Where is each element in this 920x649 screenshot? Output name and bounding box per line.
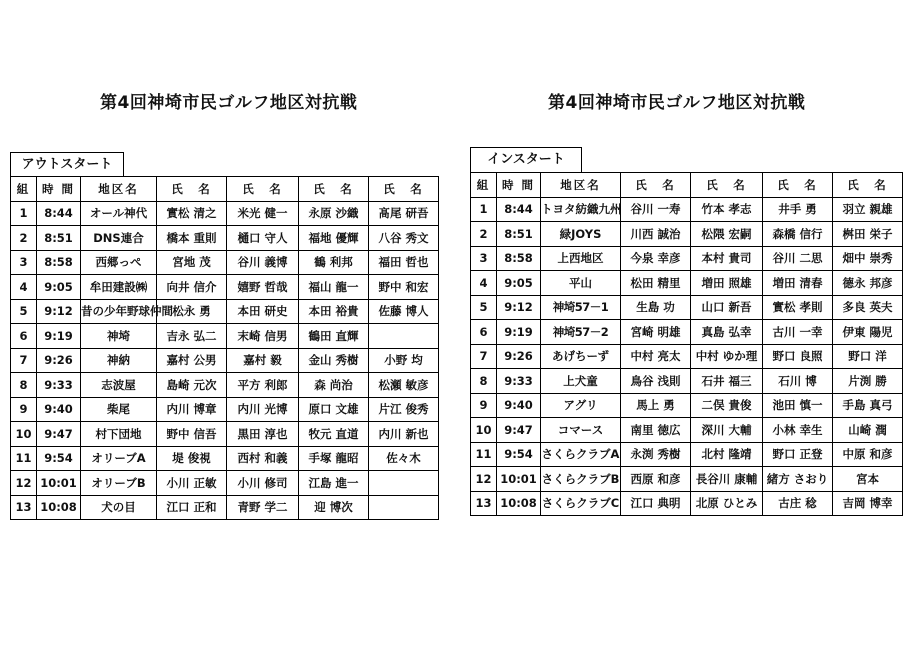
table-row [471,197,903,222]
district-name: 緑JOYS [541,222,621,247]
tee-time: 9:47 [37,422,81,447]
player-name: 山崎 潤 [833,418,903,443]
player-name: 嘉村 公男 [157,348,227,373]
player-name: 永渕 秀樹 [621,442,691,467]
group-number: 6 [471,320,497,345]
player-name: 野口 良照 [763,344,833,369]
player-name: 江口 正和 [157,495,227,520]
column-header: 氏 名 [157,177,227,202]
player-name: 石川 博 [763,369,833,394]
player-name: 牧元 直道 [299,422,369,447]
player-name: 緒方 さおり [763,467,833,492]
group-number: 1 [471,197,497,222]
table-row [11,348,439,373]
group-number: 11 [471,442,497,467]
out-start-label: アウトスタート [10,152,124,178]
player-name: 西原 和彦 [621,467,691,492]
player-name: 片江 俊秀 [369,397,439,422]
table-row [471,491,903,516]
player-name: 多良 英夫 [833,295,903,320]
column-header: 時 間 [37,177,81,202]
player-name: 宮崎 明雄 [621,320,691,345]
player-name: 竹本 孝志 [691,197,763,222]
tee-time: 9:05 [497,271,541,296]
player-name: 川西 誠治 [621,222,691,247]
district-name: さくらクラブB [541,467,621,492]
column-header: 氏 名 [833,173,903,198]
tee-time: 9:12 [497,295,541,320]
player-name: 谷川 義博 [227,250,299,275]
player-name: 北村 隆靖 [691,442,763,467]
district-name: 西郷っぺ [81,250,157,275]
district-name: 神納 [81,348,157,373]
tee-time: 8:51 [497,222,541,247]
player-name: 髙尾 研吾 [369,201,439,226]
district-name: オリーブA [81,446,157,471]
player-name: 本田 研史 [227,299,299,324]
player-name: 江島 進一 [299,471,369,496]
tee-time: 8:51 [37,226,81,251]
group-number: 3 [11,250,37,275]
player-name: 青野 学二 [227,495,299,520]
player-name: 生島 功 [621,295,691,320]
column-header: 氏 名 [227,177,299,202]
table-row [11,397,439,422]
group-number: 8 [471,369,497,394]
player-name: 松隈 宏嗣 [691,222,763,247]
player-name: 鳥谷 浅則 [621,369,691,394]
tee-time: 9:12 [37,299,81,324]
tee-time: 8:44 [37,201,81,226]
player-name: 手塚 龍昭 [299,446,369,471]
player-name [369,471,439,496]
player-name: 八谷 秀文 [369,226,439,251]
player-name: 松瀬 敏彦 [369,373,439,398]
player-name [369,324,439,349]
player-name: 桝田 栄子 [833,222,903,247]
player-name: 黒田 淳也 [227,422,299,447]
group-number: 10 [471,418,497,443]
table-row [11,324,439,349]
group-number: 4 [11,275,37,300]
tee-time: 9:40 [497,393,541,418]
player-name: 小林 幸生 [763,418,833,443]
player-name: 石井 福三 [691,369,763,394]
district-name: オール神代 [81,201,157,226]
out-start-table [10,176,439,520]
table-row [471,295,903,320]
district-name: 柴尾 [81,397,157,422]
player-name: 古川 一幸 [763,320,833,345]
player-name: 今泉 幸彦 [621,246,691,271]
tee-time: 9:33 [37,373,81,398]
player-name: 野口 洋 [833,344,903,369]
player-name: 島崎 元次 [157,373,227,398]
player-name: 德永 邦彦 [833,271,903,296]
district-name: 平山 [541,271,621,296]
player-name: 西村 和義 [227,446,299,471]
column-header: 氏 名 [763,173,833,198]
table-header-row [471,173,903,198]
tee-time: 8:58 [497,246,541,271]
table-row [11,422,439,447]
group-number: 8 [11,373,37,398]
player-name: 古庄 稔 [763,491,833,516]
player-name: 二俣 貴俊 [691,393,763,418]
player-name: 末崎 信男 [227,324,299,349]
tee-time: 9:26 [37,348,81,373]
district-name: コマース [541,418,621,443]
table-row [471,271,903,296]
player-name: 江口 典明 [621,491,691,516]
district-name: 牟田建設㈱ [81,275,157,300]
player-name: 中村 ゆか理 [691,344,763,369]
player-name: 吉永 弘二 [157,324,227,349]
group-number: 5 [471,295,497,320]
column-header: 地区名 [81,177,157,202]
player-name: 野口 正登 [763,442,833,467]
group-number: 12 [471,467,497,492]
group-number: 13 [471,491,497,516]
player-name: 吉岡 博幸 [833,491,903,516]
column-header: 氏 名 [691,173,763,198]
player-name: 畑中 崇秀 [833,246,903,271]
table-row [471,393,903,418]
tee-time: 8:58 [37,250,81,275]
column-header: 組 [471,173,497,198]
district-name: 犬の目 [81,495,157,520]
player-name: 鶴 利邦 [299,250,369,275]
district-name: 上西地区 [541,246,621,271]
district-name: 上犬童 [541,369,621,394]
tee-time: 9:19 [37,324,81,349]
group-number: 1 [11,201,37,226]
player-name: 福山 龍一 [299,275,369,300]
player-name: 中村 亮太 [621,344,691,369]
player-name: 森橋 信行 [763,222,833,247]
player-name: 伊東 陽児 [833,320,903,345]
group-number: 9 [471,393,497,418]
player-name: 金山 秀樹 [299,348,369,373]
player-name: 福田 哲也 [369,250,439,275]
table-row [471,442,903,467]
district-name: 神埼57－2 [541,320,621,345]
column-header: 氏 名 [621,173,691,198]
group-number: 13 [11,495,37,520]
player-name: 堤 俊視 [157,446,227,471]
tee-time: 9:54 [37,446,81,471]
column-header: 氏 名 [369,177,439,202]
player-name: 橋本 重則 [157,226,227,251]
tee-time: 10:08 [37,495,81,520]
player-name: 池田 慎一 [763,393,833,418]
table-row [11,250,439,275]
table-row [11,495,439,520]
group-number: 6 [11,324,37,349]
table-row [11,373,439,398]
left-title: 第4回神埼市民ゴルフ地区対抗戦 [100,93,358,113]
group-number: 2 [471,222,497,247]
table-row [471,418,903,443]
player-name: 原口 文雄 [299,397,369,422]
tee-time: 9:47 [497,418,541,443]
player-name: 嬉野 哲哉 [227,275,299,300]
player-name: 谷川 二思 [763,246,833,271]
district-name: あげちーず [541,344,621,369]
table-row [11,201,439,226]
player-name: 野中 和宏 [369,275,439,300]
player-name: 山口 新吾 [691,295,763,320]
player-name: 松田 精里 [621,271,691,296]
player-name: 小野 均 [369,348,439,373]
district-name: 神埼57－1 [541,295,621,320]
table-row [471,320,903,345]
player-name: 増田 照雄 [691,271,763,296]
player-name: 真島 弘幸 [691,320,763,345]
player-name [369,495,439,520]
table-row [471,369,903,394]
player-name: 中原 和彦 [833,442,903,467]
district-name: さくらクラブC [541,491,621,516]
player-name: 佐藤 博人 [369,299,439,324]
player-name: 馬上 勇 [621,393,691,418]
player-name: 宮地 茂 [157,250,227,275]
right-title: 第4回神埼市民ゴルフ地区対抗戦 [548,93,806,113]
player-name: 本村 貴司 [691,246,763,271]
player-name: 嘉村 毅 [227,348,299,373]
district-name: アグリ [541,393,621,418]
column-header: 氏 名 [299,177,369,202]
district-name: 神埼 [81,324,157,349]
player-name: 北原 ひとみ [691,491,763,516]
district-name: 志波屋 [81,373,157,398]
player-name: 平方 利郎 [227,373,299,398]
tee-time: 9:19 [497,320,541,345]
player-name: 小川 正敏 [157,471,227,496]
player-name: 野中 信吾 [157,422,227,447]
player-name: 本田 裕貴 [299,299,369,324]
group-number: 7 [11,348,37,373]
table-row [471,246,903,271]
tee-time: 10:01 [37,471,81,496]
player-name: 小川 修司 [227,471,299,496]
district-name: 村下団地 [81,422,157,447]
tee-time: 8:44 [497,197,541,222]
table-row [11,446,439,471]
tee-time: 9:40 [37,397,81,422]
group-number: 7 [471,344,497,369]
district-name: DNS連合 [81,226,157,251]
player-name: 福地 優輝 [299,226,369,251]
group-number: 9 [11,397,37,422]
in-start-table [470,172,903,516]
player-name: 佐々木 [369,446,439,471]
player-name: 實松 清之 [157,201,227,226]
table-row [11,275,439,300]
column-header: 組 [11,177,37,202]
table-row [11,471,439,496]
table-row [471,222,903,247]
player-name: 手島 真弓 [833,393,903,418]
district-name: 昔の少年野球仲間 [81,299,157,324]
tee-time: 9:05 [37,275,81,300]
player-name: 長谷川 康輔 [691,467,763,492]
tee-time: 9:33 [497,369,541,394]
group-number: 5 [11,299,37,324]
group-number: 12 [11,471,37,496]
player-name: 向井 信介 [157,275,227,300]
player-name: 内川 博章 [157,397,227,422]
player-name: 谷川 一寿 [621,197,691,222]
column-header: 地区名 [541,173,621,198]
player-name: 實松 孝則 [763,295,833,320]
group-number: 3 [471,246,497,271]
district-name: さくらクラブA [541,442,621,467]
table-header-row [11,177,439,202]
group-number: 4 [471,271,497,296]
player-name: 樋口 守人 [227,226,299,251]
player-name: 内川 光博 [227,397,299,422]
player-name: 南里 徳広 [621,418,691,443]
group-number: 2 [11,226,37,251]
player-name: 深川 大輔 [691,418,763,443]
player-name: 森 尚治 [299,373,369,398]
player-name: 鶴田 直輝 [299,324,369,349]
player-name: 羽立 親雄 [833,197,903,222]
table-row [11,299,439,324]
group-number: 10 [11,422,37,447]
player-name: 井手 勇 [763,197,833,222]
player-name: 米光 健一 [227,201,299,226]
table-row [471,344,903,369]
player-name: 宮本 [833,467,903,492]
district-name: トヨタ紡織九州 [541,197,621,222]
table-row [471,467,903,492]
tee-time: 9:54 [497,442,541,467]
player-name: 迎 博次 [299,495,369,520]
player-name: 増田 清春 [763,271,833,296]
column-header: 時 間 [497,173,541,198]
group-number: 11 [11,446,37,471]
in-start-label: インスタート [470,147,582,173]
player-name: 松永 勇 [157,299,227,324]
player-name: 永原 沙織 [299,201,369,226]
tee-time: 9:26 [497,344,541,369]
tee-time: 10:01 [497,467,541,492]
tee-time: 10:08 [497,491,541,516]
player-name: 片渕 勝 [833,369,903,394]
district-name: オリーブB [81,471,157,496]
table-row [11,226,439,251]
player-name: 内川 新也 [369,422,439,447]
